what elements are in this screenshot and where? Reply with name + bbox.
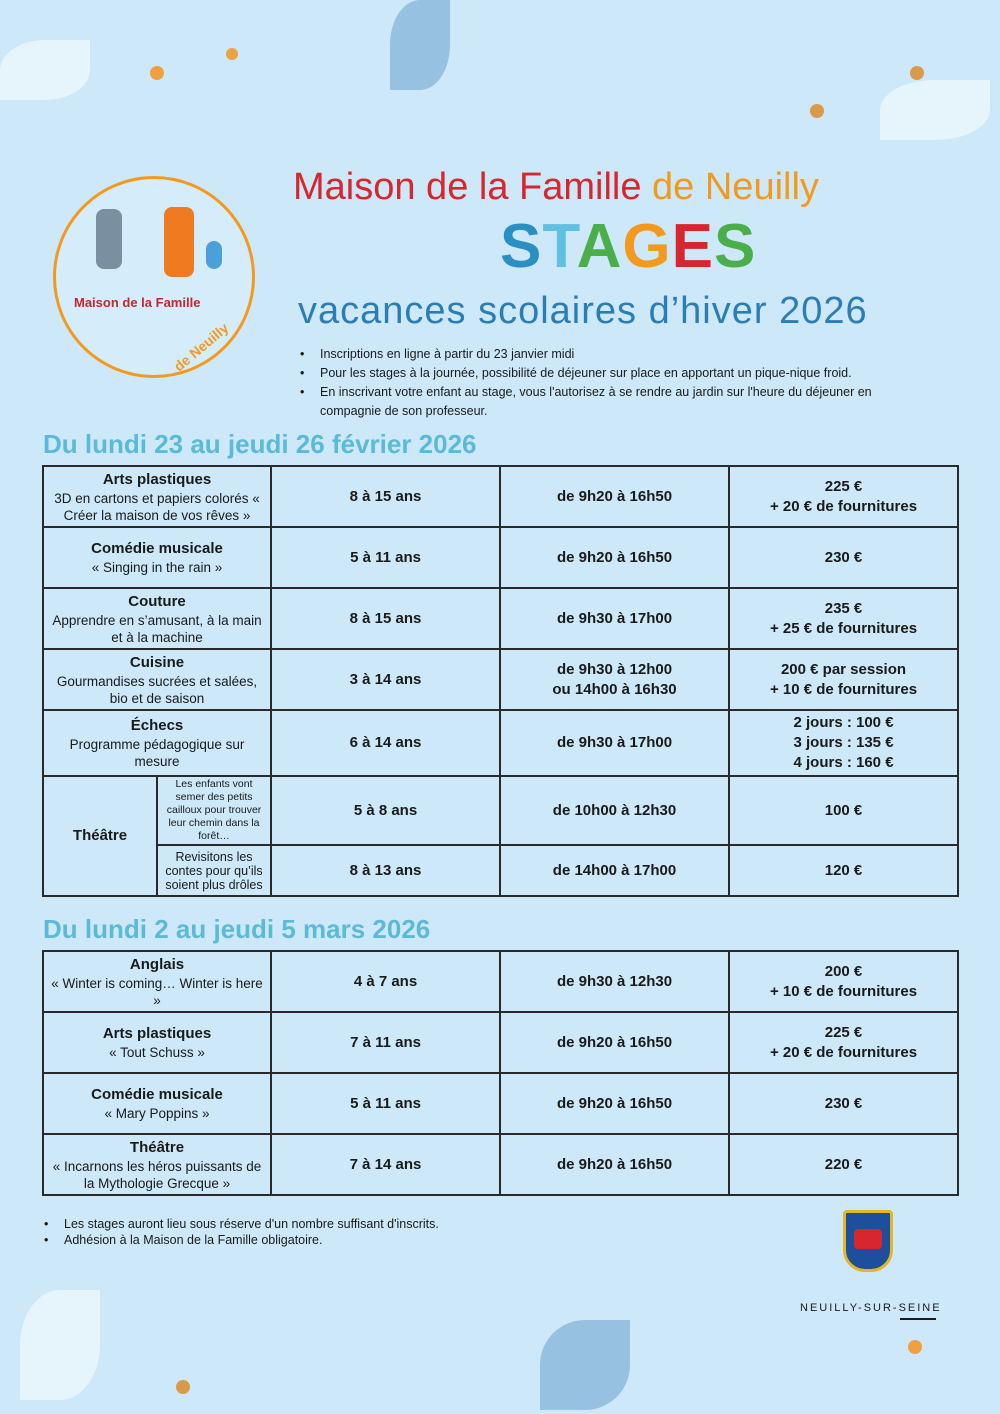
footer-note: • Adhésion à la Maison de la Famille obligatoire. — [44, 1232, 957, 1248]
activity-desc: « Mary Poppins » — [104, 1106, 210, 1121]
maison-famille-logo — [53, 176, 255, 378]
table-row — [43, 1073, 958, 1134]
age-cell: 8 à 15 ans — [271, 466, 500, 527]
note: • Pour les stages à la journée, possibilité de déjeuner sur place en apportant un pique-nique froid. — [300, 364, 922, 383]
activity-name: Comédie musicale — [91, 1086, 223, 1103]
age-cell: 5 à 8 ans — [271, 776, 500, 845]
table-row — [43, 649, 958, 710]
age-cell: 4 à 7 ans — [271, 951, 500, 1012]
price-cell: 100 € — [729, 776, 958, 845]
age-cell: 3 à 14 ans — [271, 649, 500, 710]
price-cell: 120 € — [729, 845, 958, 896]
city-name: NEUILLY-SUR-SEINE — [800, 1302, 942, 1320]
activity-desc: Apprendre en s’amusant, à la main et à la machine — [52, 612, 262, 645]
time-cell: de 9h20 à 16h50 — [500, 466, 729, 527]
activity-cell — [43, 1073, 271, 1134]
activity-name: Arts plastiques — [102, 1025, 212, 1042]
activity-desc: Les enfants vont semer des petits cailloux pour trouver leur chemin dans la forêt… — [157, 776, 271, 845]
activity-name: Théâtre — [129, 1138, 185, 1156]
price-cell: 230 € — [729, 1073, 958, 1134]
age-cell: 5 à 11 ans — [271, 527, 500, 588]
stages-letter: S — [500, 212, 543, 281]
price-cell: 220 € — [729, 1134, 958, 1195]
stages-letter: S — [714, 212, 757, 281]
price-cell: 230 € — [729, 527, 958, 588]
footer-notes — [42, 1216, 957, 1248]
session1-table — [42, 465, 959, 897]
table-row — [43, 588, 958, 649]
time-cell: de 9h20 à 16h50 — [500, 1073, 729, 1134]
table-row — [43, 527, 958, 588]
session2-table — [42, 950, 959, 1196]
age-cell: 8 à 15 ans — [271, 588, 500, 649]
price-cell: 200 € par session + 10 € de fournitures — [729, 649, 958, 710]
notes-list — [300, 345, 922, 421]
activity-desc: Programme pédagogique sur mesure — [69, 737, 245, 769]
stages-letter: E — [671, 212, 715, 281]
footer-note: • Les stages auront lieu sous réserve d'un nombre suffisant d'inscrits. — [44, 1216, 957, 1232]
activity-name: Anglais — [129, 955, 185, 973]
table-row — [43, 466, 958, 527]
time-cell: de 9h30 à 12h00 ou 14h00 à 16h30 — [500, 649, 729, 710]
price-cell: 235 € + 25 € de fournitures — [729, 588, 958, 649]
activity-desc: « Tout Schuss » — [109, 1045, 205, 1060]
table-row — [43, 1012, 958, 1073]
logo-line2: de Neuilly — [170, 319, 232, 375]
time-cell: de 9h20 à 16h50 — [500, 1012, 729, 1073]
activity-desc: « Incarnons les héros puissants de la Mythologie Grecque » — [52, 1158, 262, 1191]
note: • Inscriptions en ligne à partir du 23 janvier midi — [300, 345, 922, 364]
time-cell: de 14h00 à 17h00 — [500, 845, 729, 896]
age-cell: 5 à 11 ans — [271, 1073, 500, 1134]
time-cell: de 9h30 à 17h00 — [500, 710, 729, 776]
subtitle: vacances scolaires d’hiver 2026 — [298, 290, 868, 332]
activity-cell — [43, 776, 157, 896]
age-cell: 7 à 14 ans — [271, 1134, 500, 1195]
table-row — [43, 776, 958, 845]
time-cell: de 9h20 à 16h50 — [500, 1134, 729, 1195]
age-cell: 8 à 13 ans — [271, 845, 500, 896]
age-cell: 7 à 11 ans — [271, 1012, 500, 1073]
activity-name: Arts plastiques — [102, 470, 212, 488]
activity-cell — [43, 649, 271, 710]
activity-name: Échecs — [130, 717, 184, 734]
activity-cell — [43, 588, 271, 649]
activity-cell — [43, 527, 271, 588]
session2-heading: Du lundi 2 au jeudi 5 mars 2026 — [43, 914, 431, 944]
activity-cell — [43, 466, 271, 527]
price-cell: 225 € + 20 € de fournitures — [729, 466, 958, 527]
logo-line1: Maison de la Famille — [74, 295, 201, 310]
time-cell: de 10h00 à 12h30 — [500, 776, 729, 845]
stages-letter: A — [576, 212, 623, 281]
table-row — [43, 845, 958, 896]
activity-cell — [43, 951, 271, 1012]
activity-cell — [43, 1134, 271, 1195]
activity-name: Couture — [128, 592, 186, 610]
activity-cell — [43, 1012, 271, 1073]
table-row — [43, 710, 958, 776]
page-title: Maison de la Famille de Neuilly — [293, 166, 819, 208]
price-cell: 225 € + 20 € de fournitures — [729, 1012, 958, 1073]
price-cell: 2 jours : 100 € 3 jours : 135 € 4 jours : 160 € — [729, 710, 958, 776]
activity-name: Comédie musicale — [91, 540, 223, 557]
activity-desc: Revisitons les contes pour qu’ils soient plus drôles — [157, 845, 271, 896]
note: • En inscrivant votre enfant au stage, vous l'autorisez à se rendre au jardin sur l'heure du déjeuner en compagnie de son professeur. — [300, 383, 922, 421]
time-cell: de 9h30 à 17h00 — [500, 588, 729, 649]
stages-letter: G — [622, 212, 672, 281]
table-row — [43, 951, 958, 1012]
session1-heading: Du lundi 23 au jeudi 26 février 2026 — [43, 429, 477, 459]
age-cell: 6 à 14 ans — [271, 710, 500, 776]
activity-desc: « Winter is coming… Winter is here » — [51, 975, 263, 1008]
activity-name: Cuisine — [129, 653, 185, 671]
stages-letter: T — [542, 212, 577, 281]
activity-desc: Gourmandises sucrées et salées, bio et de saison — [56, 673, 258, 706]
city-crest-icon — [843, 1210, 893, 1272]
time-cell: de 9h30 à 12h30 — [500, 951, 729, 1012]
activity-name: Théâtre — [72, 827, 128, 844]
activity-cell — [43, 710, 271, 776]
stages-title — [500, 212, 756, 282]
time-cell: de 9h20 à 16h50 — [500, 527, 729, 588]
price-cell: 200 € + 10 € de fournitures — [729, 951, 958, 1012]
sessions — [42, 426, 957, 1248]
activity-desc: 3D en cartons et papiers colorés « Créer la maison de vos rêves » — [54, 490, 260, 523]
activity-desc: « Singing in the rain » — [91, 560, 223, 575]
table-row — [43, 1134, 958, 1195]
